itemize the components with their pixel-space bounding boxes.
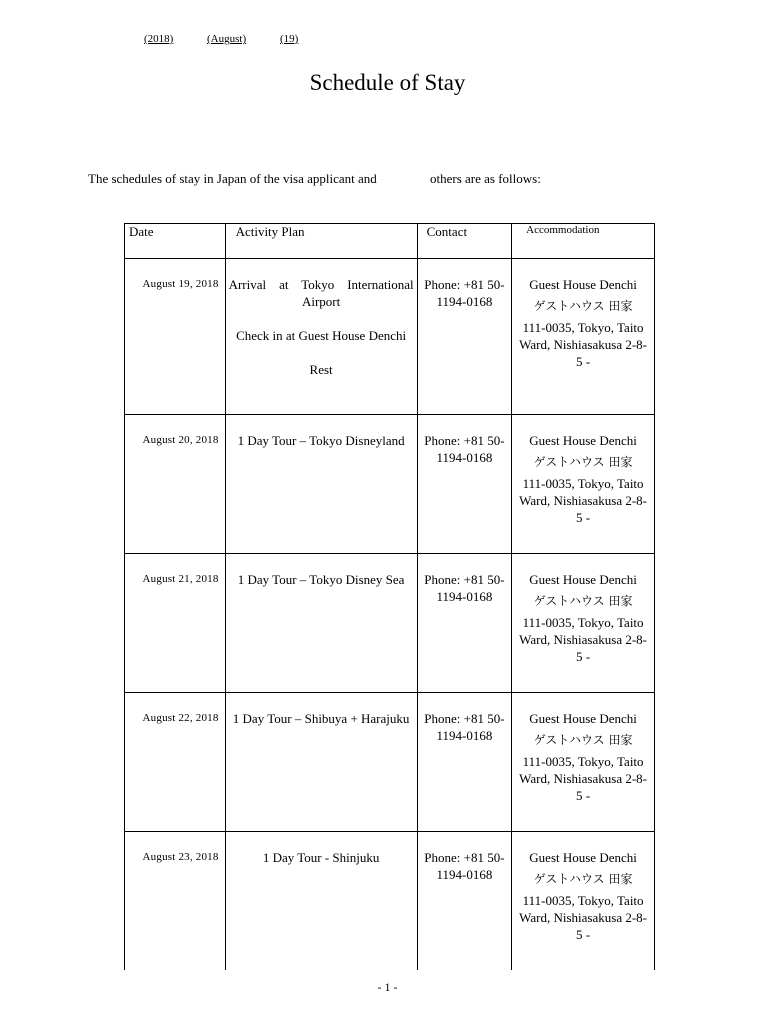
- table-row: [125, 415, 655, 554]
- table-header-row: [125, 224, 655, 259]
- header-month: (August): [207, 33, 247, 45]
- page-title: Schedule of Stay: [309, 70, 466, 95]
- date-cell: [125, 554, 226, 693]
- activity-text: [226, 832, 417, 866]
- date-text: August 19, 2018: [142, 278, 219, 290]
- header-accommodation-label: Accommodation: [526, 224, 600, 236]
- date-cell: [125, 415, 226, 554]
- accommodation-name: Guest House Denchi: [529, 277, 637, 292]
- accommodation-text: [512, 554, 654, 665]
- contact-text: Phone: +81 50-1194-0168: [424, 572, 505, 604]
- table-row: [125, 693, 655, 832]
- accommodation-cell: [512, 415, 655, 554]
- header-date: [125, 224, 226, 259]
- accommodation-cell: [512, 554, 655, 693]
- accommodation-name: Guest House Denchi: [529, 433, 637, 448]
- date-cell: [125, 832, 226, 971]
- activity-text: [226, 259, 417, 378]
- accommodation-address: 111-0035, Tokyo, Taito Ward, Nishiasakusa 2-8-5 -: [519, 615, 647, 664]
- accommodation-address: 111-0035, Tokyo, Taito Ward, Nishiasakusa 2-8-5 -: [519, 754, 647, 803]
- accommodation-address: 111-0035, Tokyo, Taito Ward, Nishiasakusa 2-8-5 -: [519, 476, 647, 525]
- date-text: August 20, 2018: [142, 434, 219, 446]
- accommodation-text: [512, 415, 654, 526]
- contact-cell: [417, 554, 512, 693]
- contact-cell: [417, 693, 512, 832]
- table-row: [125, 259, 655, 415]
- accommodation-text: [512, 259, 654, 370]
- header-contact: [417, 224, 512, 259]
- accommodation-text: [512, 693, 654, 804]
- accommodation-name-jp: ゲストハウス 田家: [533, 299, 633, 313]
- accommodation-name-jp: ゲストハウス 田家: [533, 872, 633, 886]
- intro-text-part1: The schedules of stay in Japan of the visa applicant and: [88, 171, 377, 186]
- activity-line: 1 Day Tour – Tokyo Disneyland: [237, 433, 405, 448]
- contact-text: Phone: +81 50-1194-0168: [424, 277, 505, 309]
- accommodation-name: Guest House Denchi: [529, 711, 637, 726]
- activity-cell: [225, 415, 417, 554]
- date-cell: [125, 259, 226, 415]
- header-activity: [225, 224, 417, 259]
- activity-text: [226, 415, 417, 449]
- contact-text: Phone: +81 50-1194-0168: [424, 850, 505, 882]
- accommodation-address: 111-0035, Tokyo, Taito Ward, Nishiasakusa 2-8-5 -: [519, 893, 647, 942]
- accommodation-name-jp: ゲストハウス 田家: [533, 733, 633, 747]
- contact-text: Phone: +81 50-1194-0168: [424, 711, 505, 743]
- header-contact-label: Contact: [426, 224, 468, 239]
- activity-line: 1 Day Tour – Shibuya + Harajuku: [232, 711, 410, 726]
- page-number: - 1 -: [377, 980, 398, 994]
- header-year: (2018): [144, 33, 174, 45]
- date-text: August 21, 2018: [142, 573, 219, 585]
- activity-text: [226, 693, 417, 727]
- activity-cell: [225, 259, 417, 415]
- table-row: [125, 832, 655, 971]
- contact-text: Phone: +81 50-1194-0168: [424, 433, 505, 465]
- contact-cell: [417, 415, 512, 554]
- activity-line: 1 Day Tour – Tokyo Disney Sea: [237, 572, 405, 587]
- activity-text: [226, 554, 417, 588]
- activity-line: Rest: [309, 362, 333, 377]
- accommodation-cell: [512, 259, 655, 415]
- contact-cell: [417, 259, 512, 415]
- activity-cell: [225, 693, 417, 832]
- header-activity-label: Activity Plan: [235, 224, 305, 239]
- header-day: (19): [280, 33, 299, 45]
- activity-line: Arrival at Tokyo International Airport: [228, 277, 414, 309]
- accommodation-cell: [512, 693, 655, 832]
- date-text: August 22, 2018: [142, 712, 219, 724]
- table-row: [125, 554, 655, 693]
- date-text: August 23, 2018: [142, 851, 219, 863]
- activity-cell: [225, 554, 417, 693]
- schedule-table: [124, 223, 655, 970]
- accommodation-address: 111-0035, Tokyo, Taito Ward, Nishiasakusa 2-8-5 -: [519, 320, 647, 369]
- contact-cell: [417, 832, 512, 971]
- header-accommodation: [512, 224, 655, 259]
- header-date-label: Date: [129, 224, 154, 239]
- intro-text: [88, 171, 541, 187]
- accommodation-name-jp: ゲストハウス 田家: [533, 594, 633, 608]
- accommodation-cell: [512, 832, 655, 971]
- accommodation-text: [512, 832, 654, 943]
- activity-line: Check in at Guest House Denchi: [236, 328, 407, 343]
- activity-line: 1 Day Tour - Shinjuku: [262, 850, 380, 865]
- date-cell: [125, 693, 226, 832]
- accommodation-name: Guest House Denchi: [529, 850, 637, 865]
- accommodation-name: Guest House Denchi: [529, 572, 637, 587]
- activity-cell: [225, 832, 417, 971]
- accommodation-name-jp: ゲストハウス 田家: [533, 455, 633, 469]
- intro-text-part2: others are as follows:: [430, 171, 541, 186]
